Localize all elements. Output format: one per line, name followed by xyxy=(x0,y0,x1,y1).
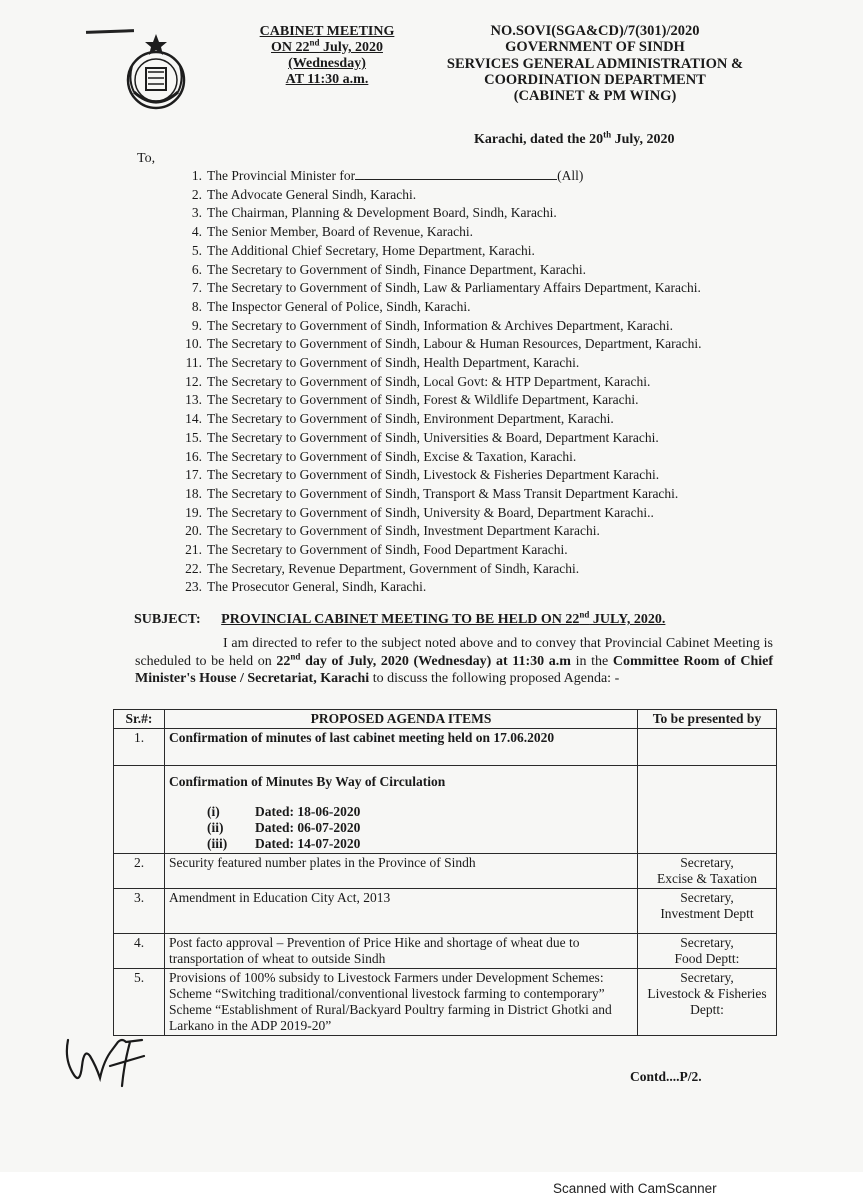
recipient-item: 14. The Secretary to Government of Sindh, Environment Department, Karachi. xyxy=(185,411,614,427)
table-row xyxy=(114,854,777,889)
table-row xyxy=(114,969,777,1036)
recipient-item: 10. The Secretary to Government of Sindh, Labour & Human Resources, Department, Karachi. xyxy=(185,336,702,352)
meeting-title: CABINET MEETING xyxy=(259,24,395,39)
subject-text: PROVINCIAL CABINET MEETING TO BE HELD ON 22nd JULY, 2020. xyxy=(221,609,666,627)
body-meeting-date: 22nd day of July, 2020 (Wednesday) at 11:30 a.m xyxy=(276,650,571,669)
row-presenter: Secretary, Food Deptt: xyxy=(638,934,777,969)
recipient-item: 1. The Provincial Minister for (All) xyxy=(191,168,584,183)
table-row xyxy=(114,889,777,934)
recipient-item: 4. The Senior Member, Board of Revenue, Karachi. xyxy=(191,224,473,240)
government-name: GOVERNMENT OF SINDH xyxy=(505,39,685,56)
meeting-date: ON 22nd July, 2020 xyxy=(271,37,383,55)
meeting-heading xyxy=(243,24,411,88)
recipient-item: 17. The Secretary to Government of Sindh, Livestock & Fisheries Department Karachi. xyxy=(185,467,660,483)
recipient-item: 20. The Secretary to Government of Sindh, Investment Department Karachi. xyxy=(185,523,600,539)
recipient-item: 15. The Secretary to Government of Sindh, Universities & Board, Department Karachi. xyxy=(185,429,659,445)
issue-date: Karachi, dated the 20th July, 2020 xyxy=(474,129,675,147)
meeting-time: AT 11:30 a.m. xyxy=(285,72,369,87)
body-text-2: in the xyxy=(570,653,613,669)
continued-note: Contd....P/2. xyxy=(630,1069,702,1084)
recipient-item: 6. The Secretary to Government of Sindh, Finance Department, Karachi. xyxy=(191,261,586,277)
issuing-office xyxy=(425,23,765,104)
body-paragraph xyxy=(135,635,773,688)
row-item: Amendment in Education City Act, 2013 xyxy=(165,889,638,934)
reference-number: NO.SOVI(SGA&CD)/7(301)/2020 xyxy=(490,23,700,39)
agenda-table xyxy=(113,709,777,1036)
department-name-line1: SERVICES GENERAL ADMINISTRATION & xyxy=(446,55,744,72)
department-name-line2: COORDINATION DEPARTMENT xyxy=(484,71,706,88)
circulation-title: Confirmation of Minutes By Way of Circulation xyxy=(169,774,446,789)
recipient-item: 22. The Secretary, Revenue Department, Government of Sindh, Karachi. xyxy=(185,560,580,576)
body-text-3: to discuss the following proposed Agenda: - xyxy=(369,671,620,686)
row-presenter: Secretary, Investment Deptt xyxy=(638,889,777,934)
recipient-item: 11. The Secretary to Government of Sindh, Health Department, Karachi. xyxy=(185,355,580,371)
recipient-item: 7. The Secretary to Government of Sindh, Law & Parliamentary Affairs Department, Karachi. xyxy=(191,280,701,296)
header-presented-by: To be presented by xyxy=(638,710,777,729)
to-label: To, xyxy=(137,151,156,166)
table-row xyxy=(114,729,777,766)
recipient-item: 16. The Secretary to Government of Sindh, Excise & Taxation, Karachi. xyxy=(185,448,577,464)
recipient-item: 9. The Secretary to Government of Sindh, Information & Archives Department, Karachi. xyxy=(191,317,673,333)
wing-name: (CABINET & PM WING) xyxy=(513,88,677,105)
subject-line xyxy=(134,609,666,628)
recipient-item: 18. The Secretary to Government of Sindh, Transport & Mass Transit Department Karachi. xyxy=(185,485,679,501)
circulation-date: (i) Dated: 18-06-2020 xyxy=(207,804,361,819)
agenda-header-row xyxy=(114,710,777,729)
recipient-item: 19. The Secretary to Government of Sindh, University & Board, Department Karachi.. xyxy=(185,504,654,520)
row-presenter xyxy=(638,766,777,854)
table-row xyxy=(114,934,777,969)
recipient-item: 3. The Chairman, Planning & Development Board, Sindh, Karachi. xyxy=(191,205,557,221)
scanner-watermark: Scanned with CamScanner xyxy=(553,1181,717,1196)
row-presenter xyxy=(638,729,777,766)
handwritten-signature xyxy=(60,1020,160,1090)
row-sr: 3. xyxy=(114,889,165,934)
recipient-list xyxy=(180,167,701,597)
circulation-date: (ii) Dated: 06-07-2020 xyxy=(207,820,361,835)
header-items: PROPOSED AGENDA ITEMS xyxy=(165,710,638,729)
row-presenter: Secretary, Excise & Taxation xyxy=(638,854,777,889)
sindh-government-emblem-icon xyxy=(118,32,194,112)
table-row xyxy=(114,766,777,854)
recipient-item: 2. The Advocate General Sindh, Karachi. xyxy=(191,186,417,202)
recipient-item: 5. The Additional Chief Secretary, Home Department, Karachi. xyxy=(191,242,535,258)
recipient-item: 12. The Secretary to Government of Sindh, Local Govt: & HTP Department, Karachi. xyxy=(185,373,651,389)
row-sr: 1. xyxy=(114,729,165,766)
row-sr: 4. xyxy=(114,934,165,969)
row-item: Confirmation of minutes of last cabinet meeting held on 17.06.2020 xyxy=(165,729,638,766)
row-presenter: Secretary, Livestock & Fisheries Deptt: xyxy=(638,969,777,1036)
recipient-item: 13. The Secretary to Government of Sindh, Forest & Wildlife Department, Karachi. xyxy=(185,392,639,408)
row-sr: 2. xyxy=(114,854,165,889)
body-text-1: I am directed to refer to the subject noted above and to convey that Provincial Cabinet Meeting is scheduled to be held on xyxy=(135,636,773,669)
row-sr: 5. xyxy=(114,969,165,1036)
row-item: Provisions of 100% subsidy to Livestock Farmers under Development Schemes: Scheme “Switching traditional/conventional livestock farming to contemporary” Scheme “Establishment of Rural/Backyard Poultry farming in District Ghotki and Larkano in the ADP 2019-20” xyxy=(165,969,638,1036)
circulation-date: (iii) Dated: 14-07-2020 xyxy=(207,836,361,851)
recipient-item: 8. The Inspector General of Police, Sindh, Karachi. xyxy=(191,298,471,314)
row-item xyxy=(165,766,638,854)
row-item: Security featured number plates in the Province of Sindh xyxy=(165,854,638,889)
recipient-item: 21. The Secretary to Government of Sindh, Food Department Karachi. xyxy=(185,542,568,558)
subject-label: SUBJECT: xyxy=(134,612,201,627)
row-item: Post facto approval – Prevention of Price Hike and shortage of wheat due to transportation of wheat to outside Sindh xyxy=(165,934,638,969)
meeting-day: (Wednesday) xyxy=(288,56,366,71)
body-venue: Committee Room of Chief Minister's House / Secretariat, Karachi xyxy=(135,653,773,686)
recipient-item: 23. The Prosecutor General, Sindh, Karachi. xyxy=(185,579,427,595)
row-sr xyxy=(114,766,165,854)
header-sr: Sr.#: xyxy=(114,710,165,729)
